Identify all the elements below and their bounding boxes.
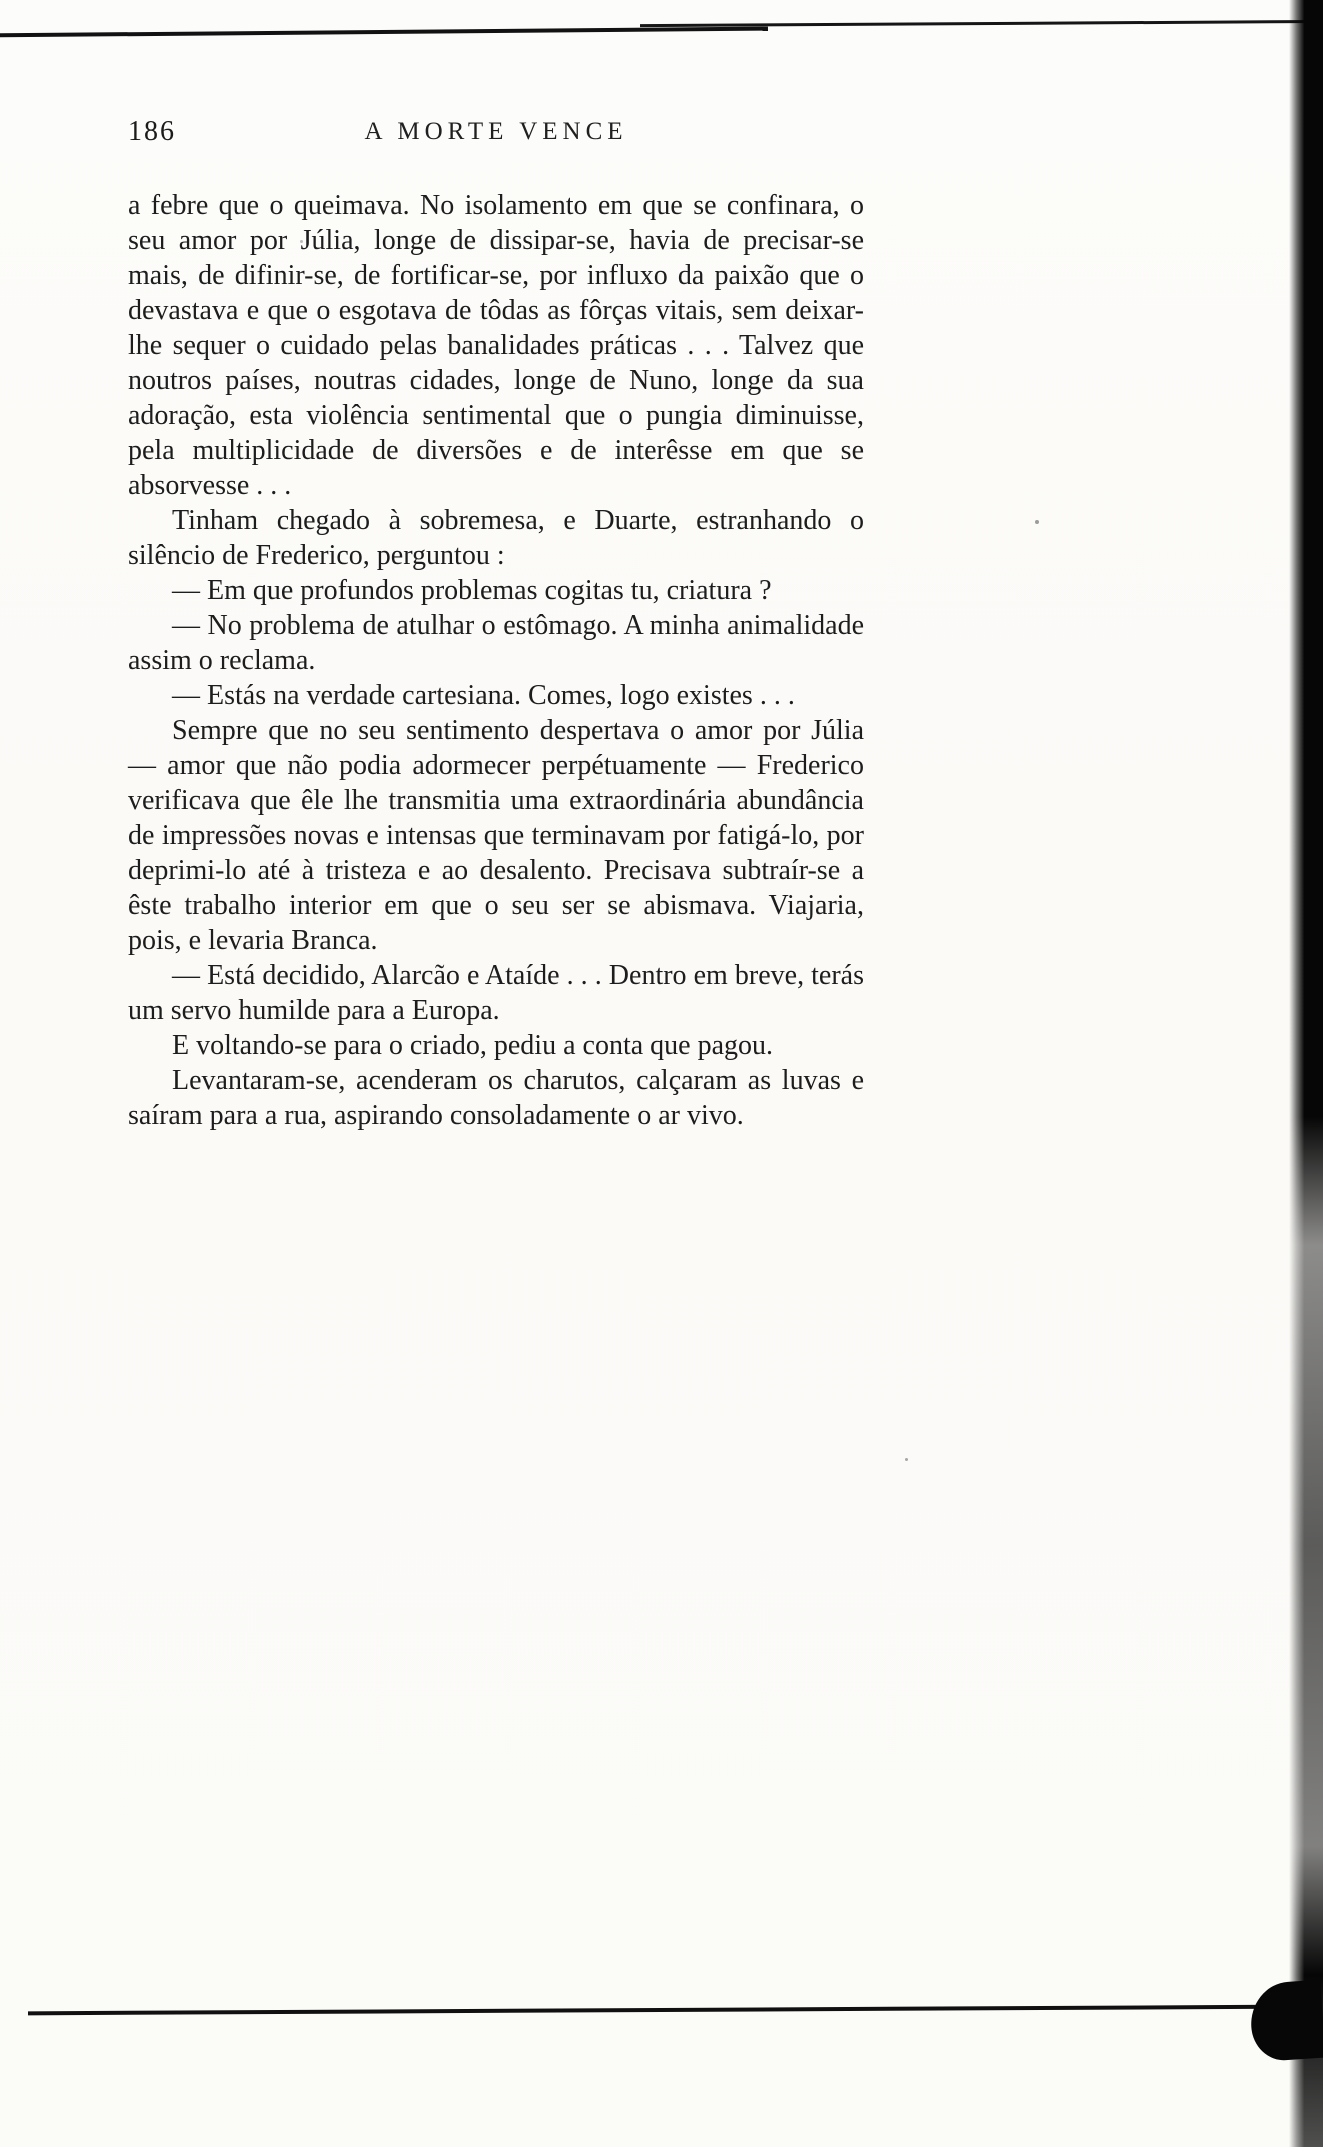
paragraph: Tinham chegado à sobremesa, e Duarte, estranhando o silêncio de Frederico, perguntou : [128,505,864,571]
page-header [128,116,864,152]
scan-speck [1035,520,1039,524]
paragraph-dialogue: — Estás na verdade cartesiana. Comes, logo existes . . . [172,680,795,711]
running-title: A MORTE VENCE [364,118,628,145]
paragraph-dialogue: — Está decidido, Alarcão e Ataíde . . . Dentro em breve, terás um servo humilde para a Europa. [128,960,864,1026]
paragraph-dialogue: — Em que profundos problemas cogitas tu, criatura ? [172,575,772,606]
paragraph-continuation: a febre que o queimava. No isolamento em que se confinara, o seu amor por Júlia, longe de dissipar-se, havia de precisar-se mais, de difinir-se, de fortificar-se, por influxo da paixão que o devastava e que o esgotava de tôdas as fôrças vitais, sem deixar-lhe sequer o cuidado pelas banalidades práticas . . . Talvez que noutros países, noutras cidades, longe de Nuno, longe da sua adoração, esta violência sentimental que o pungia diminuisse, pela multiplicidade de diversões e de interêsse em que se absorvesse . . . [128,190,864,501]
scan-artifact-top-edge-left [0,27,768,38]
paragraph: Levantaram-se, acenderam os charutos, calçaram as luvas e saíram para a rua, aspirando consoladamente o ar vivo. [128,1065,864,1131]
paragraph: Sempre que no seu sentimento despertava o amor por Júlia — amor que não podia adormecer perpétuamente — Frederico verificava que êle lhe transmitia uma extraordinária abundância de impressões novas e intensas que terminavam por fatigá-lo, por deprimi-lo até à tristeza e ao desalento. Precisava subtraír-se a êste trabalho interior em que o seu ser se abismava. Viajaria, pois, e levaria Branca. [128,715,864,956]
paragraph-dialogue: — No problema de atulhar o estômago. A minha animalidade assim o reclama. [128,610,864,676]
scan-artifact-binding-shadow-fade [1289,0,1323,2147]
scan-speck [905,1458,908,1461]
paragraph: E voltando-se para o criado, pediu a conta que pagou. [172,1030,774,1061]
scan-artifact-top-edge-right [640,20,1323,27]
page-number: 186 [128,116,176,147]
scan-artifact-corner-blob [1248,1980,1323,2063]
scan-artifact-bottom-edge [28,2005,1296,2016]
page-text-block [128,188,864,1133]
